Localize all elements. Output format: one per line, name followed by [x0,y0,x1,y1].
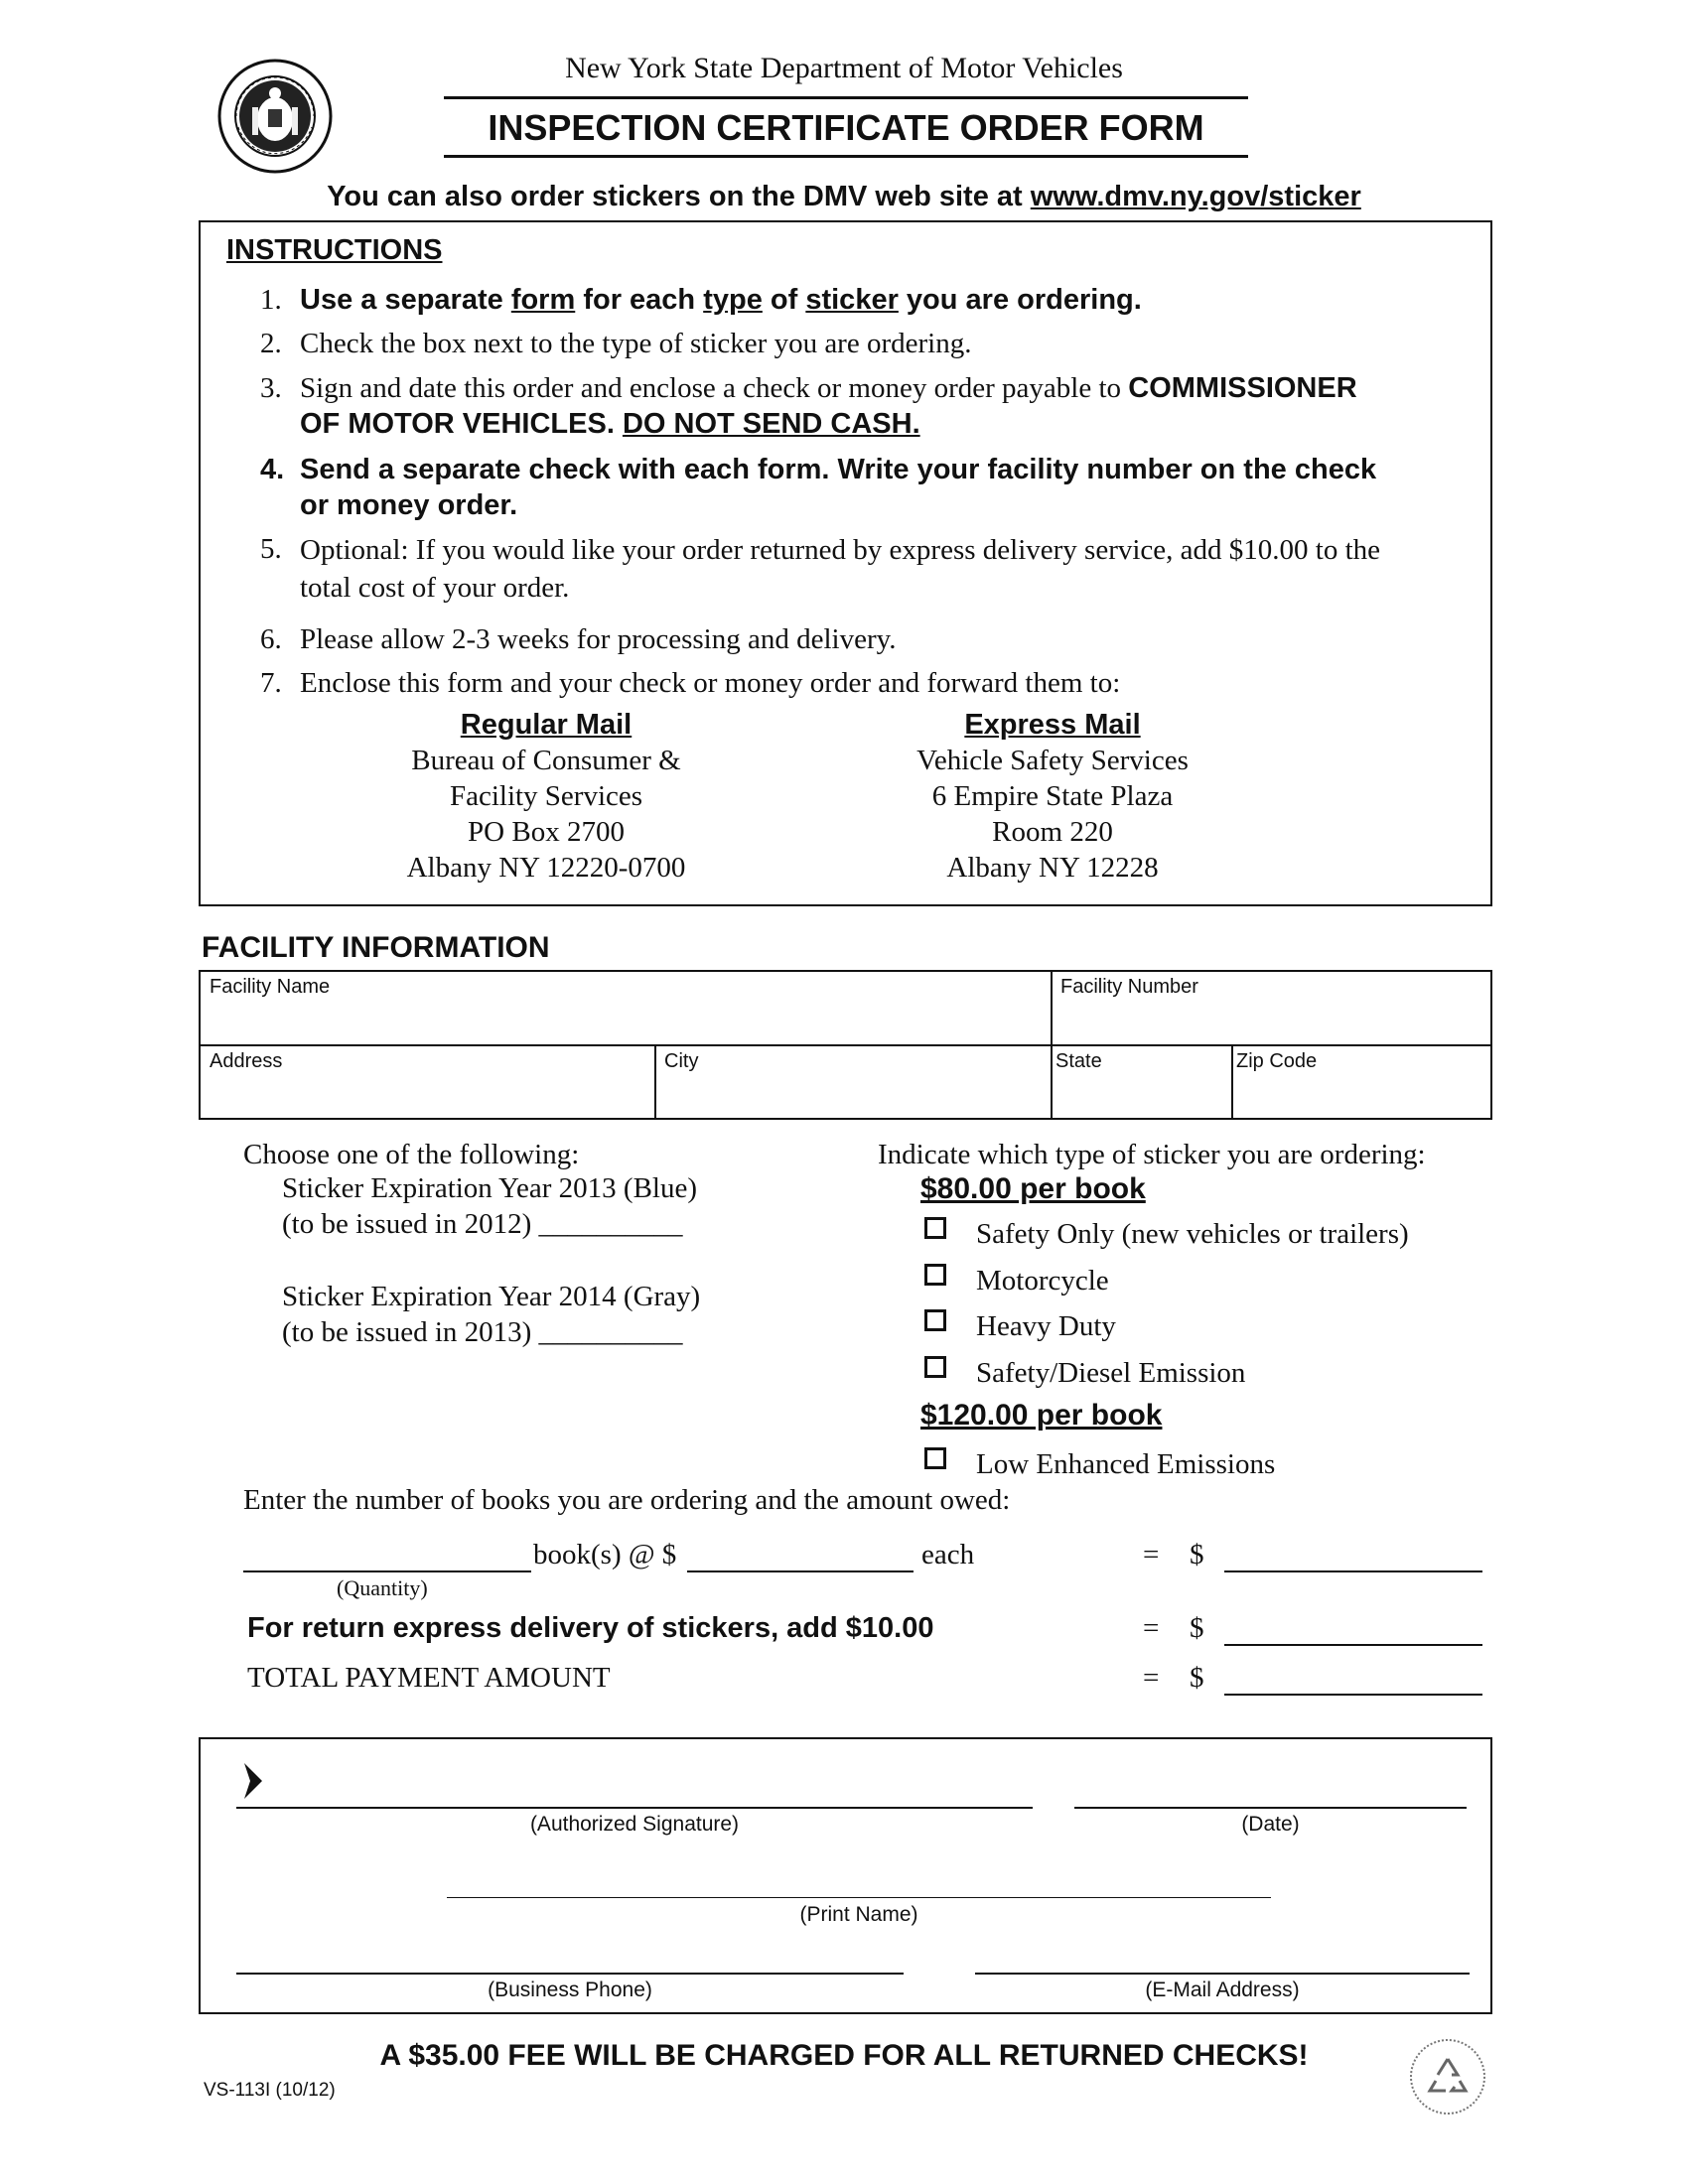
city-label: City [664,1050,699,1072]
zip-code-field[interactable] [1233,1046,1490,1118]
item-number: 2. [260,328,282,359]
address-line: Albany NY 12220-0700 [406,852,686,884]
instruction-text: Send a separate check with each form. Write your facility number on the check or money order. [300,454,1377,521]
address-line: Facility Services [449,780,643,812]
instruction-item-7 [260,665,1472,701]
amount-prompt: Enter the number of books you are ordering and the amount owed: [243,1484,1011,1516]
books-at-text: book(s) @ $ [533,1539,677,1570]
returned-check-fee-notice: A $35.00 FEE WILL BE CHARGED FOR ALL RETURNED CHECKS! [379,2039,1309,2072]
email-label: (E-Mail Address) [1145,1979,1300,2001]
expiration-2013-entry[interactable]: (to be issued in 2012) __________ [282,1208,683,1240]
expiration-option-2013: Sticker Expiration Year 2013 (Blue) [282,1172,698,1204]
form-number: VS-113I (10/12) [204,2080,336,2101]
web-order-note [199,181,1489,213]
form-title: INSPECTION CERTIFICATE ORDER FORM [488,107,1204,148]
item-number: 1. [260,284,282,316]
print-name-line[interactable] [447,1897,1271,1898]
zip-code-label: Zip Code [1236,1050,1318,1072]
facility-number-label: Facility Number [1060,976,1198,998]
item-number: 3. [260,372,282,404]
authorized-signature-line[interactable] [236,1807,1033,1809]
label-safety-diesel: Safety/Diesel Emission [976,1357,1246,1389]
express-mail-heading: Express Mail [964,709,1141,741]
address-label: Address [210,1050,283,1072]
quantity-label: (Quantity) [337,1575,428,1600]
instruction-text: Enclose this form and your check or money order and forward them to: [300,667,1121,699]
facility-heading: FACILITY INFORMATION [202,931,550,964]
expiration-2014-entry[interactable]: (to be issued in 2013) __________ [282,1316,683,1348]
address-line: PO Box 2700 [468,816,625,848]
instruction-item-1 [260,282,1472,318]
label-motorcycle: Motorcycle [976,1265,1109,1297]
equals-sign: = [1143,1662,1160,1694]
web-note-text: You can also order stickers on the DMV web site at [327,181,1031,212]
total-amount-blank[interactable] [1224,1694,1482,1696]
sign-here-arrow-icon [242,1761,264,1801]
express-delivery-line: For return express delivery of stickers, add $10.00 [247,1612,934,1644]
address-line: Vehicle Safety Services [916,745,1189,776]
instruction-text: Optional: If you would like your order returned by express delivery service, add $10.00 to the total cost of your order. [300,534,1381,604]
checkbox-safety-only[interactable] [924,1217,946,1239]
each-text: each [921,1539,975,1570]
city-field[interactable] [656,1046,1051,1118]
recycle-icon [1408,2037,1487,2116]
label-heavy-duty: Heavy Duty [976,1310,1116,1342]
state-field[interactable] [1053,1046,1231,1118]
date-label: (Date) [1241,1813,1300,1836]
print-name-label: (Print Name) [799,1903,918,1926]
label-low-enhanced: Low Enhanced Emissions [976,1448,1276,1480]
subtotal-blank[interactable] [1224,1570,1482,1572]
price-each-blank[interactable] [687,1570,914,1572]
instruction-item-5 [260,531,1472,604]
item-number: 7. [260,667,282,699]
checkbox-motorcycle[interactable] [924,1264,946,1286]
instructions-heading: INSTRUCTIONS [226,234,443,266]
price-80-heading: $80.00 per book [920,1172,1146,1205]
checkbox-heavy-duty[interactable] [924,1309,946,1331]
facility-name-field[interactable] [201,972,1051,1044]
checkbox-safety-diesel[interactable] [924,1356,946,1378]
regular-mail-heading: Regular Mail [460,709,633,741]
item-number: 6. [260,623,282,655]
business-phone-line[interactable] [236,1973,904,1975]
address-line: Room 220 [992,816,1113,848]
item-number: 4. [260,454,285,485]
web-link[interactable]: www.dmv.ny.gov/sticker [1030,181,1361,212]
equals-sign: = [1143,1612,1160,1644]
address-field[interactable] [201,1046,654,1118]
instruction-text: Check the box next to the type of sticker you are ordering. [300,328,972,359]
dollar-sign: $ [1190,1662,1204,1694]
date-line[interactable] [1074,1807,1467,1809]
title-rule-bottom [444,155,1248,158]
express-fee-blank[interactable] [1224,1644,1482,1646]
title-rule-top [444,96,1248,99]
total-payment-label: TOTAL PAYMENT AMOUNT [247,1662,611,1694]
item-number: 5. [260,533,282,565]
price-120-heading: $120.00 per book [920,1399,1163,1432]
dollar-sign: $ [1190,1539,1204,1570]
instruction-item-6 [260,621,1472,657]
instruction-item-4 [260,452,1472,521]
business-phone-label: (Business Phone) [488,1979,652,2001]
instruction-text: Please allow 2-3 weeks for processing and delivery. [300,623,897,655]
department-name: New York State Department of Motor Vehicles [565,52,1123,84]
instruction-text: Use a separate form for each type of sticker you are ordering. [300,284,1142,316]
expiration-option-2014: Sticker Expiration Year 2014 (Gray) [282,1281,701,1312]
express-mail-address [854,707,1251,886]
regular-mail-address [348,707,745,886]
instruction-item-2 [260,326,1472,361]
expiration-prompt: Choose one of the following: [243,1139,580,1170]
state-label: State [1055,1050,1102,1072]
email-line[interactable] [975,1973,1470,1975]
address-line: 6 Empire State Plaza [931,780,1174,812]
nys-dmv-seal [216,58,334,175]
equals-sign: = [1143,1539,1160,1570]
label-safety-only: Safety Only (new vehicles or trailers) [976,1218,1409,1250]
quantity-blank[interactable] [243,1570,531,1572]
address-line: Bureau of Consumer & [411,745,681,776]
address-line: Albany NY 12228 [946,852,1159,884]
authorized-signature-label: (Authorized Signature) [529,1813,740,1836]
facility-number-field[interactable] [1053,972,1490,1044]
checkbox-low-enhanced[interactable] [924,1447,946,1469]
instruction-text: Sign and date this order and enclose a check or money order payable to COMMISSIONER OF MOTOR VEHICLES. DO NOT SEND CASH. [300,372,1357,440]
facility-name-label: Facility Name [210,976,331,998]
instruction-item-3 [260,370,1472,440]
sticker-type-prompt: Indicate which type of sticker you are ordering: [878,1139,1426,1170]
dollar-sign: $ [1190,1612,1204,1644]
